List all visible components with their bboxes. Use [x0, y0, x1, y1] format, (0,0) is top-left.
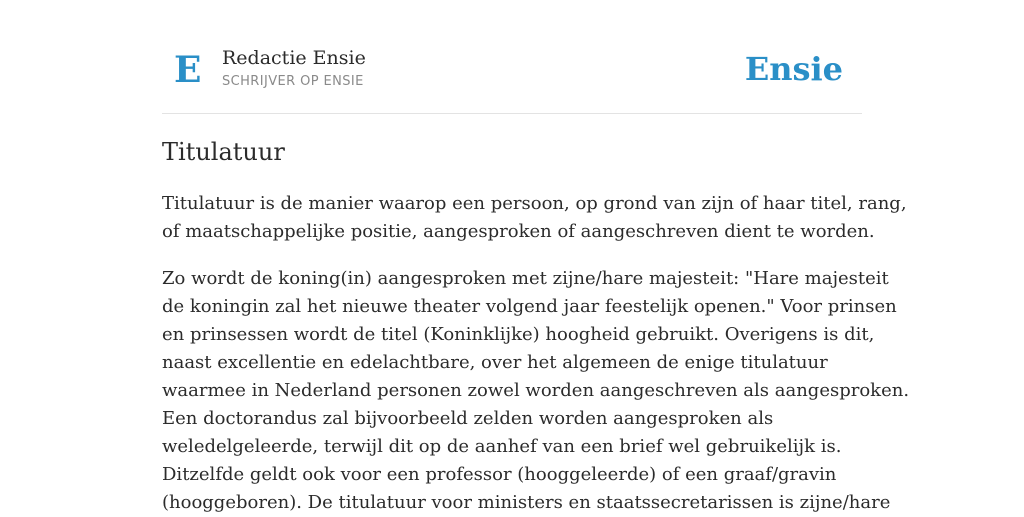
- article-paragraph-2: [162, 265, 910, 517]
- article-paragraph-1: [162, 190, 907, 246]
- paragraph-line: en prinsessen wordt de titel (Koninklijke) hoogheid gebruikt. Overigens is dit,: [162, 324, 875, 345]
- author-header: [162, 0, 862, 114]
- brand-logo[interactable]: Ensie: [744, 50, 843, 88]
- paragraph-line: waarmee in Nederland personen zowel worden aangeschreven als aangesproken.: [162, 380, 910, 401]
- author-avatar[interactable]: E: [174, 49, 202, 91]
- paragraph-line: Ditzelfde geldt ook voor een professor (hooggeleerde) of een graaf/gravin: [162, 464, 837, 485]
- paragraph-line: Titulatuur is de manier waarop een persoon, op grond van zijn of haar titel, rang,: [162, 193, 907, 214]
- article-container: [162, 0, 910, 513]
- paragraph-line: Een doctorandus zal bijvoorbeeld zelden worden aangesproken als: [162, 408, 774, 429]
- paragraph-line: naast excellentie en edelachtbare, over het algemeen de enige titulatuur: [162, 352, 828, 373]
- paragraph-line: Zo wordt de koning(in) aangesproken met zijne/hare majesteit: "Hare majesteit: [162, 268, 889, 289]
- author-role: SCHRIJVER OP ENSIE: [222, 74, 364, 89]
- article-title: Titulatuur: [162, 138, 285, 166]
- paragraph-line: de koningin zal het nieuwe theater volgend jaar feestelijk openen." Voor prinsen: [162, 296, 897, 317]
- paragraph-line: (hooggeboren). De titulatuur voor ministers en staatssecretarissen is zijne/hare: [162, 492, 891, 513]
- author-name[interactable]: Redactie Ensie: [222, 47, 366, 69]
- paragraph-line: of maatschappelijke positie, aangesproken of aangeschreven dient te worden.: [162, 221, 875, 242]
- paragraph-line: weledelgeleerde, terwijl dit op de aanhef van een brief wel gebruikelijk is.: [162, 436, 842, 457]
